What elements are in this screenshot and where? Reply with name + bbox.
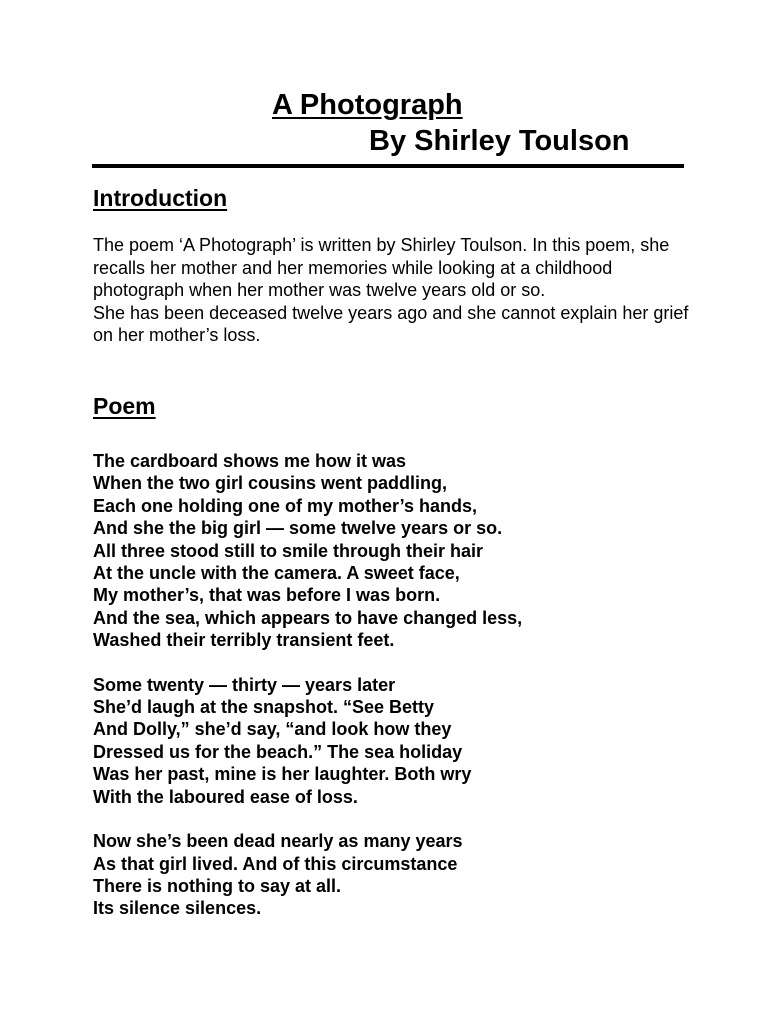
poem-line: She’d laugh at the snapshot. “See Betty xyxy=(93,697,435,718)
poem-heading: Poem xyxy=(93,393,156,419)
poem-line: My mother’s, that was before I was born. xyxy=(93,585,441,606)
poem-line: Some twenty — thirty — years later xyxy=(93,674,396,695)
poem-line: At the uncle with the camera. A sweet face, xyxy=(93,563,460,584)
poem-stanza-2 xyxy=(93,674,713,808)
poem-line: Each one holding one of my mother’s hands, xyxy=(93,495,478,516)
introduction-paragraph: She has been deceased twelve years ago and she cannot explain her grief on her mother’s loss. xyxy=(93,302,689,346)
poem-line: All three stood still to smile through their hair xyxy=(93,540,484,561)
introduction-text xyxy=(93,234,693,347)
poem-line: When the two girl cousins went paddling, xyxy=(93,473,447,494)
introduction-heading: Introduction xyxy=(93,185,228,211)
poem-stanza-3 xyxy=(93,830,713,920)
poem-line: Washed their terribly transient feet. xyxy=(93,630,395,651)
poem-line: As that girl lived. And of this circumstance xyxy=(93,853,458,874)
poem-line: Its silence silences. xyxy=(93,898,262,919)
document-title: A Photograph xyxy=(272,89,463,121)
title-divider xyxy=(92,164,684,168)
poem-line: There is nothing to say at all. xyxy=(93,875,342,896)
poem-line: And Dolly,” she’d say, “and look how they xyxy=(93,719,452,740)
poem-line: Dressed us for the beach.” The sea holiday xyxy=(93,741,463,762)
poem-line: Now she’s been dead nearly as many years xyxy=(93,831,463,852)
poem-stanza-1 xyxy=(93,450,713,652)
poem-line: The cardboard shows me how it was xyxy=(93,451,407,471)
poem-line: With the laboured ease of loss. xyxy=(93,786,358,807)
document-author: By Shirley Toulson xyxy=(369,125,630,157)
poem-line: And she the big girl — some twelve years or so. xyxy=(93,518,503,539)
poem-line: And the sea, which appears to have changed less, xyxy=(93,607,523,628)
poem-body xyxy=(93,450,713,942)
introduction-paragraph: The poem ‘A Photograph’ is written by Shirley Toulson. In this poem, she recalls her mother and her memories while looking at a childhood photograph when her mother was twelve years old or so. xyxy=(93,235,670,301)
poem-line: Was her past, mine is her laughter. Both wry xyxy=(93,764,472,785)
